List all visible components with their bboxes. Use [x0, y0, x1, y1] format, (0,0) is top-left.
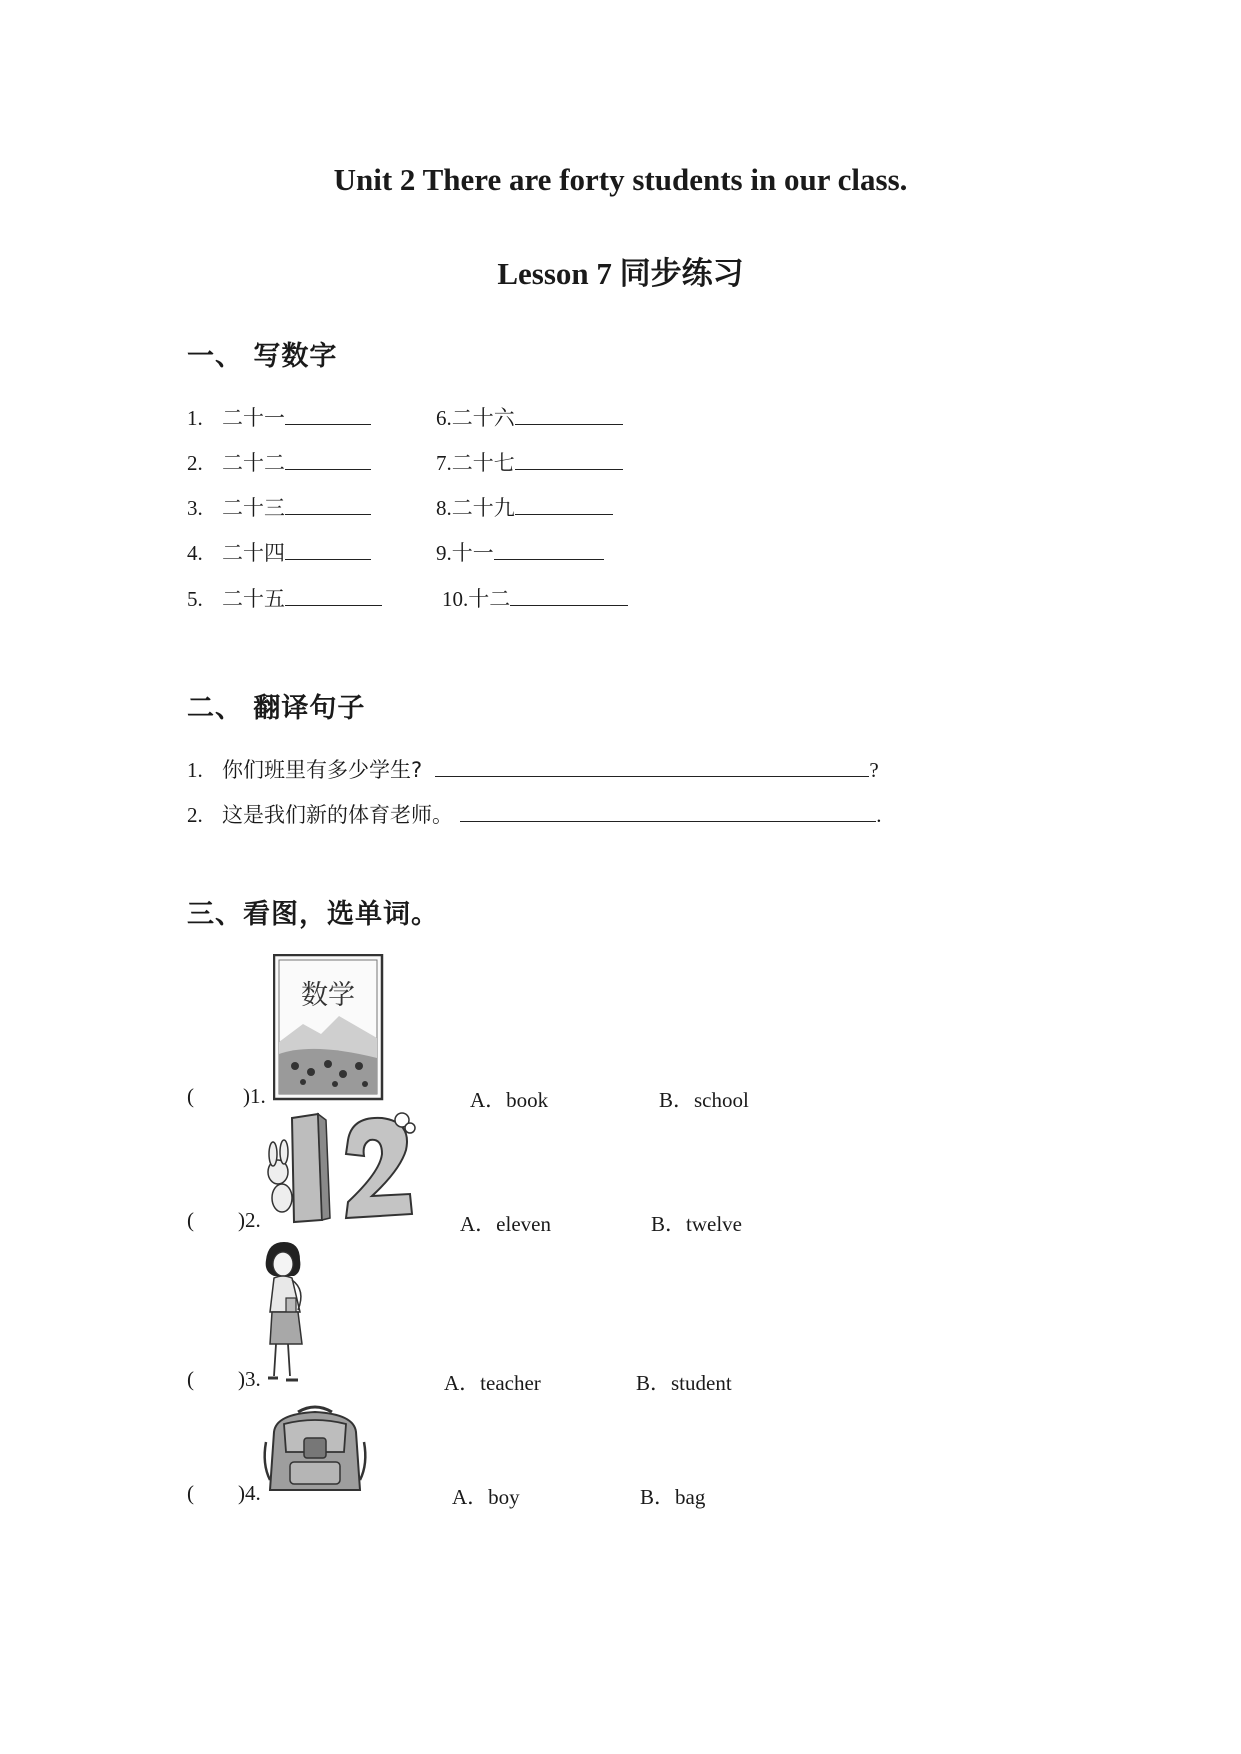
answer-paren[interactable]: ( — [187, 1367, 194, 1391]
backpack-icon — [260, 1402, 370, 1497]
option-a[interactable]: A．eleven — [460, 1212, 551, 1236]
question-number: )2. — [238, 1208, 261, 1232]
list-item: 9.十一 — [436, 537, 604, 567]
list-item: 1. 你们班里有多少学生? ? — [187, 758, 879, 782]
option-a[interactable]: A．boy — [452, 1485, 520, 1509]
answer-blank[interactable] — [285, 404, 371, 425]
list-item: 6.二十六 — [436, 402, 623, 432]
list-item: 5. 二十五 — [187, 583, 382, 613]
answer-blank[interactable] — [460, 801, 876, 822]
list-item: 8.二十九 — [436, 492, 613, 522]
number-twelve-icon — [260, 1110, 425, 1226]
book-cover-text: 数学 — [301, 980, 355, 1011]
option-a[interactable]: A．teacher — [444, 1371, 541, 1395]
question-number: )3. — [238, 1367, 261, 1391]
list-item: 7.二十七 — [436, 447, 623, 477]
list-item: 2. 二十二 — [187, 447, 371, 477]
list-item: 4. 二十四 — [187, 537, 371, 567]
answer-blank[interactable] — [435, 756, 869, 777]
answer-blank[interactable] — [285, 585, 382, 606]
list-item: 2. 这是我们新的体育老师。 . — [187, 803, 882, 827]
list-item: 10.十二 — [442, 583, 628, 613]
answer-paren[interactable]: ( — [187, 1481, 194, 1505]
math-book-icon — [273, 954, 384, 1101]
list-item: 1. 二十一 — [187, 402, 371, 432]
answer-blank[interactable] — [515, 404, 623, 425]
teacher-icon — [258, 1240, 328, 1388]
answer-blank[interactable] — [285, 539, 371, 560]
answer-paren[interactable]: ( — [187, 1084, 194, 1108]
section-heading-pictures: 三、看图，选单词。 — [187, 899, 439, 930]
answer-blank[interactable] — [510, 585, 628, 606]
list-item: 3. 二十三 — [187, 492, 371, 522]
option-b[interactable]: B．school — [659, 1088, 749, 1112]
answer-blank[interactable] — [285, 449, 371, 470]
section-heading-write-numbers: 一、 写数字 — [187, 341, 338, 372]
page-title: Unit 2 There are forty students in our class. — [333, 162, 908, 197]
page-subtitle: Lesson 7 同步练习 — [497, 256, 744, 291]
answer-blank[interactable] — [285, 494, 371, 515]
question-number: )1. — [243, 1084, 266, 1108]
option-a[interactable]: A．book — [470, 1088, 549, 1112]
option-b[interactable]: B．twelve — [651, 1212, 742, 1236]
option-b[interactable]: B．student — [636, 1371, 732, 1395]
question-number: )4. — [238, 1481, 261, 1505]
answer-blank[interactable] — [515, 494, 613, 515]
option-b[interactable]: B．bag — [640, 1485, 706, 1509]
answer-paren[interactable]: ( — [187, 1208, 194, 1232]
answer-blank[interactable] — [515, 449, 623, 470]
section-heading-translate: 二、 翻译句子 — [187, 693, 366, 724]
answer-blank[interactable] — [494, 539, 604, 560]
